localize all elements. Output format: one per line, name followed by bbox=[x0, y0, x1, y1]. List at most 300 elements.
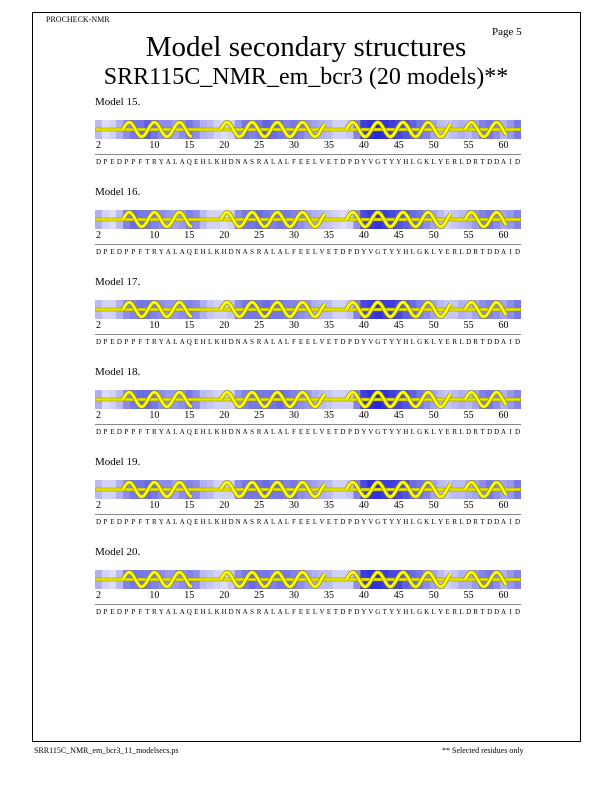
sequence-rule bbox=[95, 244, 521, 245]
residue-letter: L bbox=[173, 608, 178, 616]
residue-letter: D bbox=[514, 248, 521, 256]
residue-letter: T bbox=[382, 338, 387, 346]
residue-number-tick: 60 bbox=[498, 590, 509, 601]
residue-letter: T bbox=[145, 608, 150, 616]
residue-letter: P bbox=[103, 158, 108, 166]
residue-letter: A bbox=[263, 518, 269, 526]
residue-letter: D bbox=[487, 608, 493, 616]
residue-letter: L bbox=[312, 338, 318, 346]
residue-letter: P bbox=[347, 248, 352, 256]
residue-letter: A bbox=[500, 608, 507, 616]
residue-letter: R bbox=[256, 338, 262, 346]
residue-letter: D bbox=[340, 158, 346, 166]
residue-letter: L bbox=[431, 158, 436, 166]
residue-letter: P bbox=[131, 428, 136, 436]
residue-letter: L bbox=[284, 428, 290, 436]
residue-letter: D bbox=[228, 248, 234, 256]
residue-letter: K bbox=[214, 248, 220, 256]
model-label: Model 20. bbox=[95, 546, 141, 558]
residue-letter: G bbox=[417, 428, 423, 436]
residue-letter: E bbox=[110, 338, 115, 346]
residue-letter: F bbox=[292, 608, 296, 616]
residue-letter: D bbox=[116, 608, 122, 616]
residue-letter: H bbox=[403, 518, 409, 526]
residue-number-tick: 35 bbox=[324, 320, 334, 331]
residue-letter: P bbox=[124, 428, 129, 436]
residue-letter: N bbox=[235, 428, 241, 436]
footer-note: ** Selected residues only bbox=[442, 746, 524, 755]
sequence-row bbox=[95, 156, 521, 170]
residue-letter: A bbox=[277, 518, 283, 526]
residue-letter: R bbox=[452, 428, 458, 436]
residue-letter: D bbox=[116, 158, 122, 166]
residue-letter: Y bbox=[361, 338, 367, 346]
residue-letter: Y bbox=[158, 608, 164, 616]
residue-letter: E bbox=[445, 158, 450, 166]
residue-letter: D bbox=[340, 428, 346, 436]
residue-letter: L bbox=[173, 158, 178, 166]
residue-number-axis bbox=[95, 320, 521, 332]
residue-letter: F bbox=[138, 158, 143, 166]
residue-letter: L bbox=[208, 248, 213, 256]
residue-letter: K bbox=[214, 428, 220, 436]
residue-letter: L bbox=[431, 428, 436, 436]
residue-letter: A bbox=[277, 248, 283, 256]
residue-number-tick: 40 bbox=[358, 230, 369, 241]
residue-letter: Y bbox=[396, 428, 402, 436]
sequence-rule bbox=[95, 604, 521, 605]
residue-letter: K bbox=[214, 338, 220, 346]
residue-letter: V bbox=[368, 608, 374, 616]
residue-letter: D bbox=[340, 608, 346, 616]
secondary-structure-bar bbox=[95, 120, 521, 139]
residue-letter: R bbox=[152, 248, 157, 256]
residue-letter: A bbox=[277, 338, 283, 346]
residue-letter: H bbox=[200, 158, 206, 166]
residue-letter: D bbox=[340, 248, 346, 256]
residue-letter: R bbox=[452, 248, 458, 256]
residue-letter: L bbox=[173, 428, 178, 436]
residue-number-tick: 60 bbox=[498, 230, 509, 241]
residue-letter: H bbox=[221, 248, 227, 256]
residue-letter: T bbox=[480, 248, 485, 256]
residue-letter: L bbox=[459, 428, 464, 436]
residue-letter: L bbox=[312, 518, 318, 526]
residue-letter: S bbox=[250, 248, 255, 256]
residue-letter: V bbox=[368, 248, 374, 256]
residue-letter: A bbox=[179, 428, 185, 436]
residue-letter: R bbox=[152, 608, 157, 616]
residue-letter: R bbox=[152, 428, 157, 436]
residue-letter: D bbox=[354, 428, 360, 436]
residue-letter: L bbox=[284, 248, 290, 256]
residue-letter: Y bbox=[361, 248, 367, 256]
residue-letter: F bbox=[138, 428, 143, 436]
residue-letter: H bbox=[200, 518, 206, 526]
residue-letter: A bbox=[242, 338, 248, 346]
sequence-row bbox=[95, 516, 521, 530]
page-title: Model secondary structures bbox=[145, 31, 467, 63]
residue-letter: P bbox=[103, 518, 108, 526]
residue-letter: D bbox=[487, 158, 493, 166]
residue-letter: A bbox=[165, 158, 171, 166]
residue-letter: R bbox=[452, 518, 458, 526]
residue-letter: E bbox=[326, 338, 332, 346]
residue-letter: D bbox=[95, 158, 102, 166]
secondary-structure-bar bbox=[95, 300, 521, 319]
sequence-rule bbox=[95, 424, 521, 425]
residue-letter: P bbox=[347, 338, 352, 346]
residue-letter: L bbox=[270, 608, 276, 616]
residue-letter: D bbox=[95, 248, 102, 256]
residue-number-tick: 25 bbox=[254, 410, 265, 421]
residue-letter: A bbox=[500, 248, 507, 256]
residue-letter: A bbox=[242, 248, 248, 256]
residue-letter: L bbox=[208, 518, 213, 526]
residue-letter: K bbox=[424, 338, 430, 346]
residue-letter: T bbox=[333, 608, 339, 616]
residue-number-axis bbox=[95, 500, 521, 512]
residue-letter: T bbox=[480, 518, 485, 526]
residue-letter: L bbox=[459, 338, 464, 346]
residue-letter: P bbox=[131, 248, 136, 256]
model-label: Model 18. bbox=[95, 366, 141, 378]
residue-letter: N bbox=[235, 158, 241, 166]
residue-letter: D bbox=[116, 518, 122, 526]
residue-letter: K bbox=[214, 608, 220, 616]
residue-letter: N bbox=[235, 608, 241, 616]
residue-number-tick: 30 bbox=[289, 590, 299, 601]
page-subtitle: SRR115C_NMR_em_bcr3 (20 models)** bbox=[103, 64, 509, 90]
residue-letter: P bbox=[103, 338, 108, 346]
residue-letter: Q bbox=[186, 158, 192, 166]
residue-letter: A bbox=[263, 608, 269, 616]
residue-letter: F bbox=[292, 428, 296, 436]
residue-number-tick: 45 bbox=[393, 230, 404, 241]
residue-letter: E bbox=[298, 248, 304, 256]
residue-letter: P bbox=[347, 518, 352, 526]
residue-letter: Q bbox=[186, 608, 192, 616]
residue-letter: L bbox=[173, 338, 178, 346]
residue-letter: Y bbox=[158, 428, 164, 436]
residue-letter: F bbox=[292, 518, 296, 526]
residue-number-tick: 30 bbox=[289, 230, 299, 241]
residue-letter: L bbox=[173, 248, 178, 256]
residue-letter: E bbox=[110, 608, 115, 616]
residue-letter: R bbox=[256, 608, 262, 616]
residue-letter: A bbox=[242, 158, 248, 166]
residue-letter: R bbox=[452, 338, 458, 346]
residue-letter: L bbox=[410, 338, 415, 346]
residue-letter: Y bbox=[396, 518, 402, 526]
residue-letter: A bbox=[179, 608, 185, 616]
residue-letter: A bbox=[263, 428, 269, 436]
residue-letter: K bbox=[214, 158, 220, 166]
residue-number-tick: 35 bbox=[324, 590, 334, 601]
residue-letter: Y bbox=[396, 608, 402, 616]
residue-letter: D bbox=[514, 338, 521, 346]
residue-letter: Y bbox=[361, 518, 367, 526]
residue-number-tick: 35 bbox=[324, 410, 334, 421]
residue-letter: K bbox=[424, 428, 430, 436]
residue-letter: D bbox=[487, 518, 493, 526]
residue-letter: A bbox=[277, 608, 283, 616]
residue-number-axis bbox=[95, 230, 521, 242]
residue-number-tick: 25 bbox=[254, 590, 265, 601]
residue-letter: I bbox=[509, 338, 512, 346]
residue-letter: P bbox=[103, 428, 108, 436]
residue-letter: A bbox=[263, 248, 269, 256]
residue-letter: A bbox=[179, 158, 185, 166]
residue-letter: E bbox=[194, 518, 199, 526]
residue-letter: Y bbox=[396, 248, 402, 256]
residue-letter: D bbox=[228, 338, 234, 346]
residue-letter: E bbox=[326, 248, 332, 256]
residue-letter: Q bbox=[186, 248, 192, 256]
residue-letter: L bbox=[459, 518, 464, 526]
residue-letter: D bbox=[466, 248, 472, 256]
residue-number-tick: 15 bbox=[184, 500, 195, 511]
residue-letter: T bbox=[145, 428, 150, 436]
residue-letter: K bbox=[424, 608, 430, 616]
residue-letter: L bbox=[270, 518, 276, 526]
residue-letter: H bbox=[200, 248, 206, 256]
residue-number-tick: 10 bbox=[149, 320, 160, 331]
residue-letter: T bbox=[382, 518, 387, 526]
residue-letter: F bbox=[138, 338, 143, 346]
residue-letter: E bbox=[110, 518, 115, 526]
residue-letter: L bbox=[208, 338, 213, 346]
residue-letter: E bbox=[298, 428, 304, 436]
residue-letter: A bbox=[165, 428, 171, 436]
residue-letter: Y bbox=[438, 518, 444, 526]
residue-letter: R bbox=[452, 158, 458, 166]
residue-letter: G bbox=[375, 428, 381, 436]
residue-letter: Y bbox=[438, 248, 444, 256]
residue-letter: E bbox=[110, 158, 115, 166]
residue-letter: P bbox=[347, 158, 352, 166]
residue-number-axis bbox=[95, 590, 521, 602]
residue-letter: R bbox=[152, 158, 157, 166]
residue-letter: E bbox=[305, 158, 311, 166]
residue-letter: R bbox=[256, 248, 262, 256]
sequence-rule bbox=[95, 154, 521, 155]
residue-number-tick: 55 bbox=[463, 320, 474, 331]
residue-number-tick: 45 bbox=[393, 140, 404, 151]
residue-letter: A bbox=[179, 338, 185, 346]
residue-letter: H bbox=[200, 608, 206, 616]
residue-letter: L bbox=[431, 518, 436, 526]
residue-number-tick: 2 bbox=[96, 320, 101, 331]
residue-number-tick: 50 bbox=[428, 140, 439, 151]
residue-letter: L bbox=[173, 518, 178, 526]
residue-letter: D bbox=[228, 158, 234, 166]
residue-letter: A bbox=[242, 428, 248, 436]
residue-letter: V bbox=[319, 248, 325, 256]
residue-letter: P bbox=[103, 608, 108, 616]
residue-number-tick: 50 bbox=[428, 590, 439, 601]
residue-letter: A bbox=[263, 158, 269, 166]
residue-letter: D bbox=[116, 338, 122, 346]
residue-number-tick: 55 bbox=[463, 140, 474, 151]
residue-letter: L bbox=[208, 428, 213, 436]
residue-letter: P bbox=[131, 518, 136, 526]
residue-number-tick: 35 bbox=[324, 140, 334, 151]
residue-letter: G bbox=[375, 248, 381, 256]
residue-number-tick: 20 bbox=[219, 590, 230, 601]
residue-number-tick: 2 bbox=[96, 500, 101, 511]
residue-number-tick: 15 bbox=[184, 230, 195, 241]
residue-letter: Y bbox=[389, 338, 395, 346]
residue-letter: T bbox=[480, 428, 485, 436]
residue-letter: Y bbox=[361, 428, 367, 436]
residue-letter: F bbox=[292, 338, 296, 346]
residue-letter: D bbox=[487, 338, 493, 346]
residue-letter: G bbox=[417, 518, 423, 526]
residue-letter: L bbox=[459, 608, 464, 616]
residue-letter: R bbox=[152, 338, 157, 346]
program-header: PROCHECK-NMR bbox=[46, 15, 110, 24]
residue-letter: E bbox=[445, 338, 450, 346]
residue-letter: E bbox=[326, 428, 332, 436]
residue-letter: V bbox=[368, 338, 374, 346]
residue-letter: G bbox=[417, 608, 423, 616]
residue-letter: S bbox=[250, 158, 255, 166]
residue-letter: T bbox=[333, 428, 339, 436]
residue-number-tick: 15 bbox=[184, 590, 195, 601]
residue-letter: T bbox=[382, 608, 387, 616]
residue-letter: P bbox=[347, 608, 352, 616]
residue-letter: L bbox=[410, 608, 415, 616]
residue-letter: V bbox=[368, 518, 374, 526]
residue-letter: Y bbox=[389, 428, 395, 436]
residue-number-axis bbox=[95, 140, 521, 152]
residue-letter: D bbox=[494, 338, 500, 346]
residue-letter: A bbox=[277, 158, 283, 166]
residue-number-tick: 30 bbox=[289, 320, 299, 331]
residue-letter: K bbox=[424, 158, 430, 166]
residue-letter: E bbox=[326, 518, 332, 526]
residue-letter: T bbox=[145, 158, 150, 166]
residue-number-tick: 35 bbox=[324, 500, 334, 511]
residue-letter: D bbox=[494, 428, 500, 436]
residue-letter: G bbox=[417, 338, 423, 346]
sequence-row bbox=[95, 606, 521, 620]
residue-number-tick: 30 bbox=[289, 410, 299, 421]
residue-letter: P bbox=[131, 158, 136, 166]
residue-letter: T bbox=[145, 338, 150, 346]
residue-letter: L bbox=[410, 518, 415, 526]
model-label: Model 15. bbox=[95, 96, 141, 108]
residue-letter: Y bbox=[389, 518, 395, 526]
residue-letter: Y bbox=[361, 608, 367, 616]
residue-letter: Y bbox=[361, 158, 367, 166]
residue-letter: I bbox=[509, 248, 512, 256]
residue-number-tick: 55 bbox=[463, 590, 474, 601]
residue-letter: P bbox=[131, 608, 136, 616]
residue-letter: D bbox=[228, 428, 234, 436]
residue-letter: L bbox=[312, 158, 318, 166]
residue-letter: K bbox=[214, 518, 220, 526]
residue-letter: R bbox=[473, 428, 478, 436]
residue-number-tick: 35 bbox=[324, 230, 334, 241]
residue-letter: E bbox=[445, 518, 450, 526]
residue-letter: D bbox=[466, 158, 472, 166]
residue-letter: L bbox=[284, 518, 290, 526]
residue-letter: E bbox=[298, 338, 304, 346]
residue-letter: D bbox=[340, 338, 346, 346]
residue-letter: A bbox=[165, 518, 171, 526]
residue-number-tick: 10 bbox=[149, 140, 160, 151]
residue-letter: I bbox=[509, 518, 512, 526]
residue-number-tick: 2 bbox=[96, 410, 101, 421]
residue-letter: R bbox=[473, 248, 478, 256]
residue-number-tick: 20 bbox=[219, 500, 230, 511]
residue-letter: L bbox=[431, 608, 436, 616]
residue-letter: A bbox=[242, 518, 248, 526]
residue-letter: Q bbox=[186, 428, 192, 436]
residue-letter: L bbox=[284, 338, 290, 346]
residue-letter: P bbox=[124, 158, 129, 166]
residue-letter: F bbox=[138, 608, 143, 616]
residue-letter: P bbox=[124, 248, 129, 256]
residue-letter: E bbox=[326, 158, 332, 166]
page-number: Page 5 bbox=[492, 26, 522, 38]
residue-letter: G bbox=[375, 158, 381, 166]
residue-letter: Y bbox=[158, 518, 164, 526]
residue-number-tick: 40 bbox=[358, 320, 369, 331]
residue-letter: G bbox=[417, 248, 423, 256]
residue-letter: L bbox=[270, 428, 276, 436]
model-label: Model 19. bbox=[95, 456, 141, 468]
residue-letter: H bbox=[403, 428, 409, 436]
residue-letter: A bbox=[165, 248, 171, 256]
residue-number-tick: 55 bbox=[463, 230, 474, 241]
residue-number-tick: 2 bbox=[96, 140, 101, 151]
sequence-row bbox=[95, 246, 521, 260]
residue-letter: L bbox=[284, 158, 290, 166]
residue-letter: K bbox=[424, 518, 430, 526]
residue-letter: Y bbox=[158, 158, 164, 166]
residue-letter: R bbox=[473, 338, 478, 346]
residue-letter: T bbox=[333, 518, 339, 526]
residue-letter: E bbox=[194, 608, 199, 616]
residue-letter: E bbox=[110, 428, 115, 436]
residue-letter: L bbox=[410, 248, 415, 256]
residue-number-tick: 55 bbox=[463, 500, 474, 511]
residue-number-tick: 50 bbox=[428, 230, 439, 241]
residue-letter: L bbox=[410, 158, 415, 166]
residue-letter: T bbox=[382, 158, 387, 166]
residue-letter: H bbox=[221, 608, 227, 616]
residue-number-tick: 40 bbox=[358, 590, 369, 601]
residue-number-tick: 60 bbox=[498, 500, 509, 511]
residue-letter: A bbox=[165, 338, 171, 346]
residue-number-tick: 60 bbox=[498, 410, 509, 421]
residue-letter: D bbox=[95, 518, 102, 526]
residue-number-tick: 40 bbox=[358, 140, 369, 151]
residue-letter: G bbox=[417, 158, 423, 166]
residue-letter: T bbox=[382, 428, 387, 436]
residue-letter: F bbox=[292, 158, 296, 166]
residue-letter: A bbox=[500, 338, 507, 346]
residue-letter: E bbox=[298, 158, 304, 166]
residue-number-tick: 20 bbox=[219, 320, 230, 331]
residue-letter: R bbox=[473, 608, 478, 616]
secondary-structure-bar bbox=[95, 210, 521, 229]
residue-letter: D bbox=[487, 248, 493, 256]
residue-number-tick: 25 bbox=[254, 320, 265, 331]
